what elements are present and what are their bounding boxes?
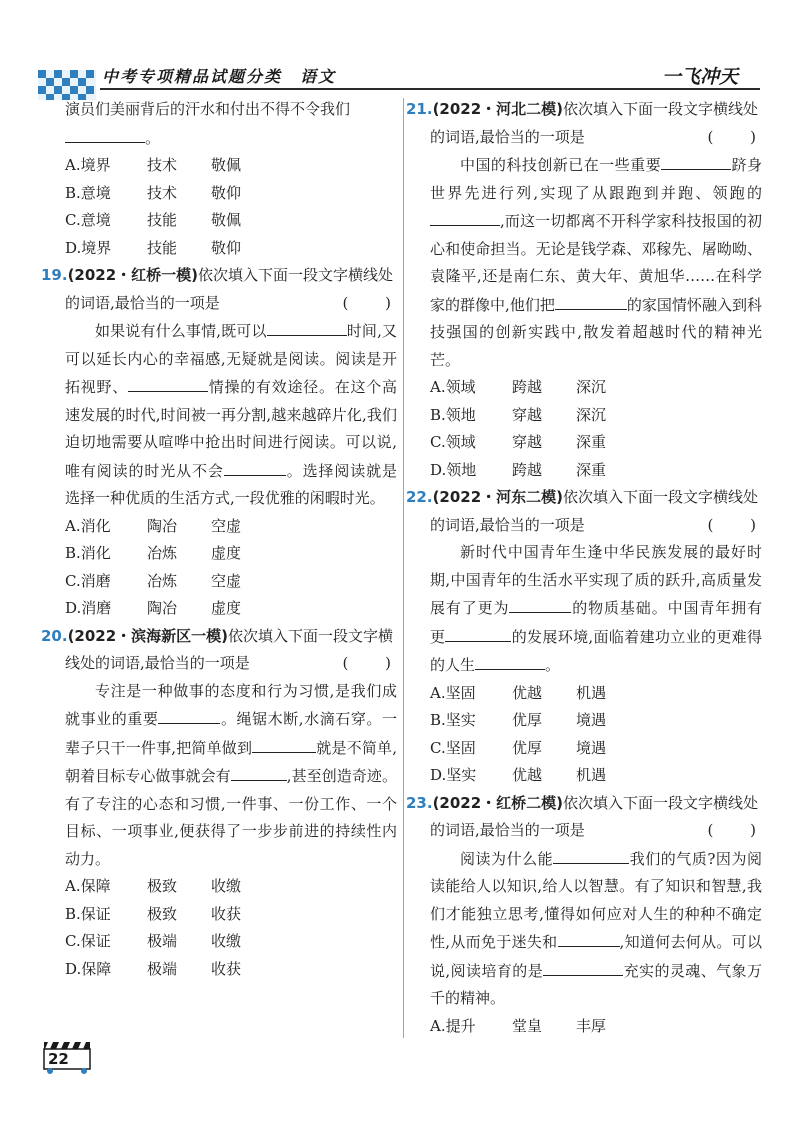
- question-source: (2022・红桥二模): [432, 793, 564, 812]
- option-c[interactable]: C.消磨 冶炼 空虚: [65, 571, 242, 590]
- answer-blank: [65, 124, 145, 143]
- option-a[interactable]: A.消化 陶冶 空虚: [65, 516, 242, 535]
- answer-parentheses[interactable]: ( ): [707, 515, 772, 534]
- option-d[interactable]: D.保障 极端 收获: [65, 959, 242, 978]
- option-c[interactable]: C.意境 技能 敬佩: [65, 211, 242, 229]
- option-b[interactable]: B.消化 冶炼 虚度: [65, 544, 242, 562]
- q22-title: 22.(2022・河东二模)依次填入下面一段文字横线处的词语,最恰当的一项是 ( ): [430, 484, 762, 539]
- column-divider: [403, 98, 404, 1038]
- header-divider: [100, 88, 760, 90]
- answer-parentheses[interactable]: ( ): [707, 127, 772, 146]
- option-a[interactable]: A.境界 技术 敬佩: [65, 156, 242, 174]
- subject-label: 语文: [300, 67, 337, 86]
- option-b[interactable]: B.保证 极致 收获: [65, 904, 242, 923]
- left-column: [41, 96, 407, 983]
- q18-options: [65, 152, 397, 262]
- option-b[interactable]: B.意境 技术 敬仰: [65, 183, 242, 202]
- option-c[interactable]: C.坚固 优厚 境遇: [430, 738, 607, 757]
- option-d[interactable]: D.坚实 优越 机遇: [430, 766, 607, 784]
- page-header: [0, 0, 800, 96]
- answer-blank: [267, 317, 347, 336]
- question-number: 21.: [406, 100, 433, 118]
- q19-passage: 如果说有什么事情,既可以 时间,又可以延长内心的幸福感,无疑就是阅读。阅读是开拓视野、 情操的有效途径。在这个高速发展的时代,时间被一再分割,越来越碎片化,我们迫切地需要从喧哗中抢出时间进行阅读。可以说,唯有阅读的时光从不会 。选择阅读就是选择一种优质的生活方式,一段优雅的闲暇时光。: [65, 317, 397, 513]
- question-source: (2022・河北二模): [432, 100, 564, 118]
- q21-title: 21.(2022・河北二模)依次填入下面一段文字横线处的词语,最恰当的一项是 ( ): [430, 96, 762, 151]
- answer-blank: [158, 705, 220, 724]
- right-column: [406, 96, 772, 1040]
- answer-parentheses[interactable]: ( ): [342, 293, 407, 312]
- question-source: (2022・滨海新区一模): [67, 626, 229, 645]
- answer-parentheses[interactable]: ( ): [707, 821, 772, 839]
- q22-passage: 新时代中国青年生逢中华民族发展的最好时期,中国青年的生活水平实现了质的跃升,高质量发展有了更为 的物质基础。中国青年拥有更 的发展环境,面临着建功立业的更难得的人生 。: [430, 543, 762, 674]
- q23-title: 23.(2022・红桥二模)依次填入下面一段文字横线处的词语,最恰当的一项是 ( ): [430, 790, 762, 845]
- answer-blank: [553, 845, 629, 864]
- q20-options: [65, 873, 397, 983]
- answer-blank: [475, 651, 545, 670]
- brand-logo: 一飞冲天: [661, 66, 738, 88]
- option-c[interactable]: C.领域 穿越 深重: [430, 433, 607, 451]
- answer-blank: [445, 623, 511, 642]
- answer-blank: [224, 457, 286, 476]
- answer-parentheses[interactable]: ( ): [342, 654, 407, 672]
- option-b[interactable]: B.坚实 优厚 境遇: [430, 711, 607, 729]
- option-a[interactable]: A.坚固 优越 机遇: [430, 683, 607, 702]
- q20-passage: 专注是一种做事的态度和行为习惯,是我们成就事业的重要 。绳锯木断,水滴石穿。一辈子只干一件事,把简单做到 就是不简单,朝着目标专心做事就会有 ,甚至创造奇迹。有了专注的心态和习惯,一件事、一份工作、一个目标、一项事业,便获得了一步步前进的持续性内动力。: [65, 681, 397, 868]
- q19-title: 19.(2022・红桥一模)依次填入下面一段文字横线处的词语,最恰当的一项是 ( ): [65, 262, 397, 317]
- answer-blank: [430, 207, 500, 226]
- question-number: 23.: [406, 793, 433, 812]
- page-number: 22: [48, 1050, 69, 1068]
- answer-blank: [509, 594, 571, 613]
- option-a[interactable]: A.保障 极致 收缴: [65, 877, 242, 895]
- option-d[interactable]: D.消磨 陶冶 虚度: [65, 599, 242, 617]
- q19-options: [65, 513, 397, 623]
- answer-blank: [543, 957, 623, 976]
- answer-blank: [558, 928, 620, 947]
- option-a[interactable]: A.领域 跨越 深沉: [430, 378, 607, 396]
- option-c[interactable]: C.保证 极端 收缴: [65, 932, 242, 950]
- question-number: 19.: [41, 266, 68, 284]
- q22-options: [430, 680, 762, 790]
- q21-options: [430, 374, 762, 484]
- question-number: 20.: [41, 626, 68, 645]
- answer-blank: [231, 762, 287, 781]
- option-d[interactable]: D.境界 技能 敬仰: [65, 238, 242, 257]
- q21-passage: 中国的科技创新已在一些重要 跻身世界先进行列,实现了从跟跑到并跑、领跑的,而这一切都离不开科学家科技报国的初心和使命担当。无论是钱学森、邓稼先、屠呦呦、袁隆平,还是南仁东、黄大年、黄旭华……在科学家的群像中,他们把 的家国情怀融入到科技强国的创新实践中,散发着超越时代的精神光芒。: [430, 151, 762, 374]
- option-a[interactable]: A.提升 堂皇 丰厚: [430, 1016, 607, 1035]
- q23-options: [430, 1013, 762, 1041]
- answer-blank: [555, 291, 627, 310]
- answer-blank: [661, 151, 731, 170]
- q20-title: 20.(2022・滨海新区一模)依次填入下面一段文字横线处的词语,最恰当的一项是 ( ): [65, 623, 397, 678]
- option-b[interactable]: B.领地 穿越 深沉: [430, 405, 607, 424]
- q18-passage-tail: 演员们美丽背后的汗水和付出不得不令我们 。: [65, 100, 351, 147]
- series-title: 中考专项精品试题分类 语文: [102, 67, 337, 86]
- checkerboard-logo-icon: [38, 60, 96, 100]
- answer-blank: [252, 734, 316, 753]
- q23-passage: 阅读为什么能 我们的气质?因为阅读能给人以知识,给人以智慧。有了知识和智慧,我们才能独立思考,懂得如何应对人生的种种不确定性,从而免于迷失和 ,知道何去何从。可以说,阅读培育的是 充实的灵魂、气象万千的精神。: [430, 845, 762, 1013]
- question-source: (2022・河东二模): [432, 488, 564, 506]
- answer-blank: [128, 373, 208, 392]
- option-d[interactable]: D.领地 跨越 深重: [430, 460, 607, 479]
- question-source: (2022・红桥一模): [67, 266, 199, 284]
- question-number: 22.: [406, 488, 433, 506]
